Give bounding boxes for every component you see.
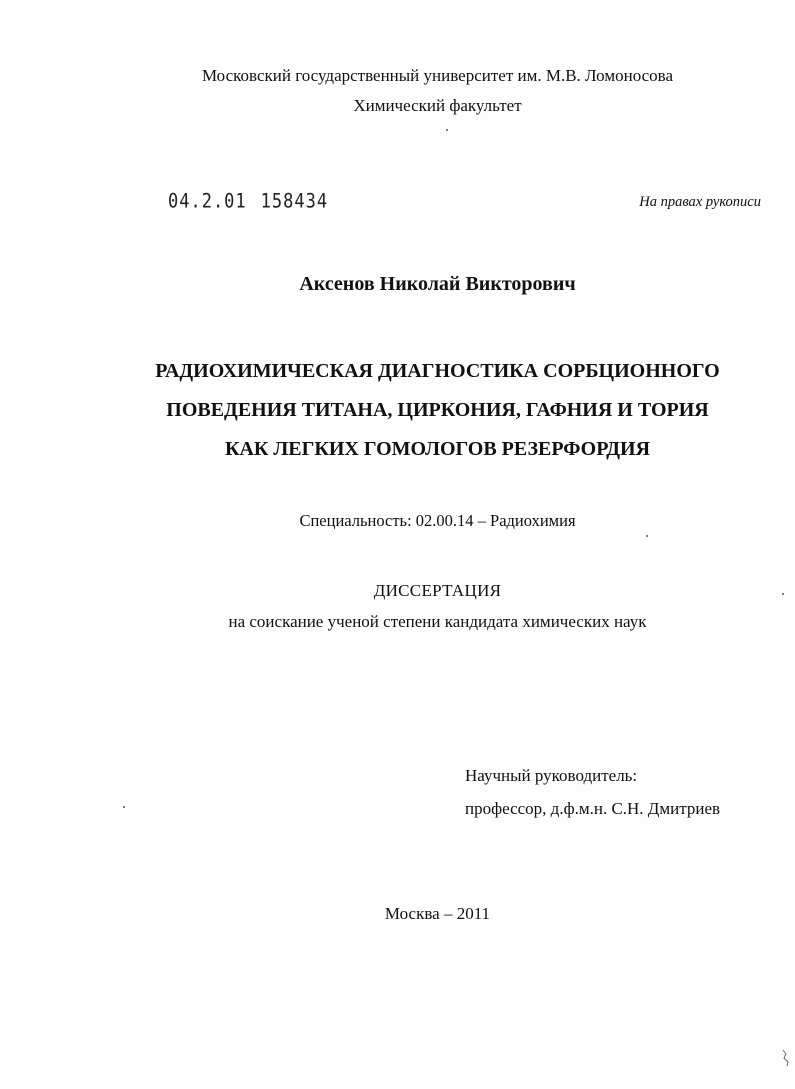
degree-line: на соискание ученой степени кандидата химических наук <box>228 612 647 631</box>
title-line: ПОВЕДЕНИЯ ТИТАНА, ЦИРКОНИЯ, ГАФНИЯ И ТОРИЯ <box>166 399 709 421</box>
university-name: Московский государственный университет им. М.В. Ломоносова <box>201 66 674 85</box>
supervisor-block <box>465 759 720 825</box>
supervisor-name: профессор, д.ф.м.н. С.Н. Дмитриев <box>465 799 721 818</box>
document-type: ДИССЕРТАЦИЯ <box>373 581 502 600</box>
faculty-name: Химический факультет <box>353 96 522 115</box>
stamp-date: 04.2.01 <box>168 190 247 213</box>
scan-speck <box>123 806 125 808</box>
stamp-number: 158434 <box>260 190 329 213</box>
scan-speck <box>646 535 648 537</box>
dissertation-title <box>40 352 795 469</box>
scan-edge-mark <box>779 1048 795 1068</box>
manuscript-rights-note: На правах рукописи <box>639 194 761 210</box>
title-line: РАДИОХИМИЧЕСКАЯ ДИАГНОСТИКА СОРБЦИОННОГО <box>155 360 720 382</box>
title-line: КАК ЛЕГКИХ ГОМОЛОГОВ РЕЗЕРФОРДИЯ <box>224 438 651 460</box>
author-name: Аксенов Николай Викторович <box>299 273 576 295</box>
specialty-line: Специальность: 02.00.14 – Радиохимия <box>299 511 576 530</box>
scan-speck <box>782 593 784 595</box>
registration-stamp <box>168 190 328 213</box>
city-year: Москва – 2011 <box>384 904 491 923</box>
supervisor-label: Научный руководитель: <box>465 766 638 785</box>
scan-speck <box>446 129 448 131</box>
